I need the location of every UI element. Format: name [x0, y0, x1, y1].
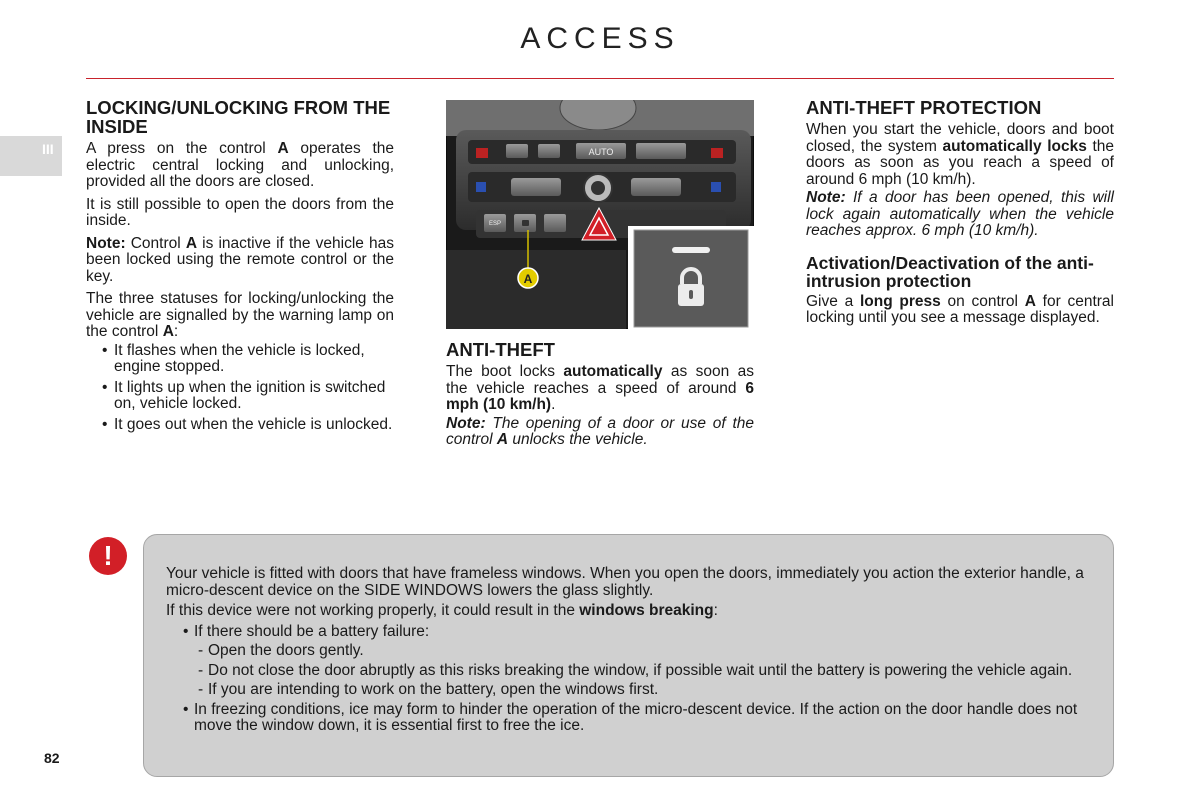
chapter-tab-label: III [42, 141, 54, 157]
locking-paragraph-2: It is still possible to open the doors from the inside. [86, 195, 394, 229]
locking-paragraph-1: A press on the control A operates the electric central locking and unlocking, provided all the doors are closed. [86, 140, 394, 190]
warning-paragraph-2: If this device were not working properly, it could result in the windows breaking: [166, 602, 718, 619]
header-divider [86, 78, 1114, 79]
protection-paragraph: When you start the vehicle, doors and boot closed, the system automatically locks the doors as soon as you reach a speed of around 6 mph (10 km/h). [806, 121, 1114, 188]
locking-paragraph-4: The three statuses for locking/unlocking the vehicle are signalled by the warning lamp on the control A: [86, 290, 394, 340]
warning-paragraph-1: Your vehicle is fitted with doors that have frameless windows. When you open the doors, immediately you action the exterior handle, a micro-descent device on the SIDE WINDOWS lowers the glass slightly. [166, 565, 1084, 599]
page-number: 82 [44, 750, 60, 766]
protection-note: Note: If a door has been opened, this will lock again automatically when the vehicle reaches approx. 6 mph (10 km/h). [806, 189, 1114, 239]
anti-theft-note: Note: The opening of a door or use of the control A unlocks the vehicle. [446, 414, 754, 448]
page-title: ACCESS [520, 22, 680, 55]
anti-theft-section [446, 340, 754, 455]
warning-bullet-freezing: • In freezing conditions, ice may form to hinder the operation of the micro-descent device. If the action on the door handle does not move the window down, it is essential first to free the ice. [166, 702, 1106, 735]
locking-note: Note: Control A is inactive if the vehicle has been locked using the remote control or the key. [86, 234, 394, 285]
activation-paragraph: Give a long press on control A for central locking until you see a message displayed. [806, 292, 1114, 326]
warning-dash-item: - If you are intending to work on the battery, open the windows first. [166, 682, 1106, 699]
esp-label: ESP [488, 221, 502, 227]
warning-dash-item: - Do not close the door abruptly as this risks breaking the window, if possible wait until the battery is powering the vehicle again. [166, 663, 1106, 680]
locking-section [86, 98, 394, 437]
chapter-tab [0, 136, 62, 176]
list-item: • It flashes when the vehicle is locked, engine stopped. [86, 343, 394, 376]
list-item: • It lights up when the ignition is switched on, vehicle locked. [86, 380, 394, 413]
warning-text [166, 566, 1106, 738]
lamp-status-list [86, 343, 394, 434]
warning-icon: ! [89, 537, 127, 575]
dashboard-control-photo [446, 100, 754, 329]
warning-dash-item: - Open the doors gently. [166, 643, 1106, 660]
protection-heading: ANTI-THEFT PROTECTION [806, 97, 1042, 118]
anti-theft-protection-section [806, 98, 1114, 333]
control-a-label: A [523, 272, 533, 286]
warning-bullet-battery: • If there should be a battery failure: [166, 624, 1106, 641]
auto-label: AUTO [588, 147, 614, 157]
list-item: • It goes out when the vehicle is unlocked. [86, 417, 394, 434]
locking-heading: LOCKING/UNLOCKING FROM THE INSIDE [86, 97, 391, 137]
anti-theft-heading: ANTI-THEFT [446, 339, 555, 360]
activation-heading: Activation/Deactivation of the anti-intrusion protection [806, 252, 1094, 291]
anti-theft-paragraph: The boot locks automatically as soon as the vehicle reaches a speed of around 6 mph (10 km/h). [446, 363, 754, 413]
